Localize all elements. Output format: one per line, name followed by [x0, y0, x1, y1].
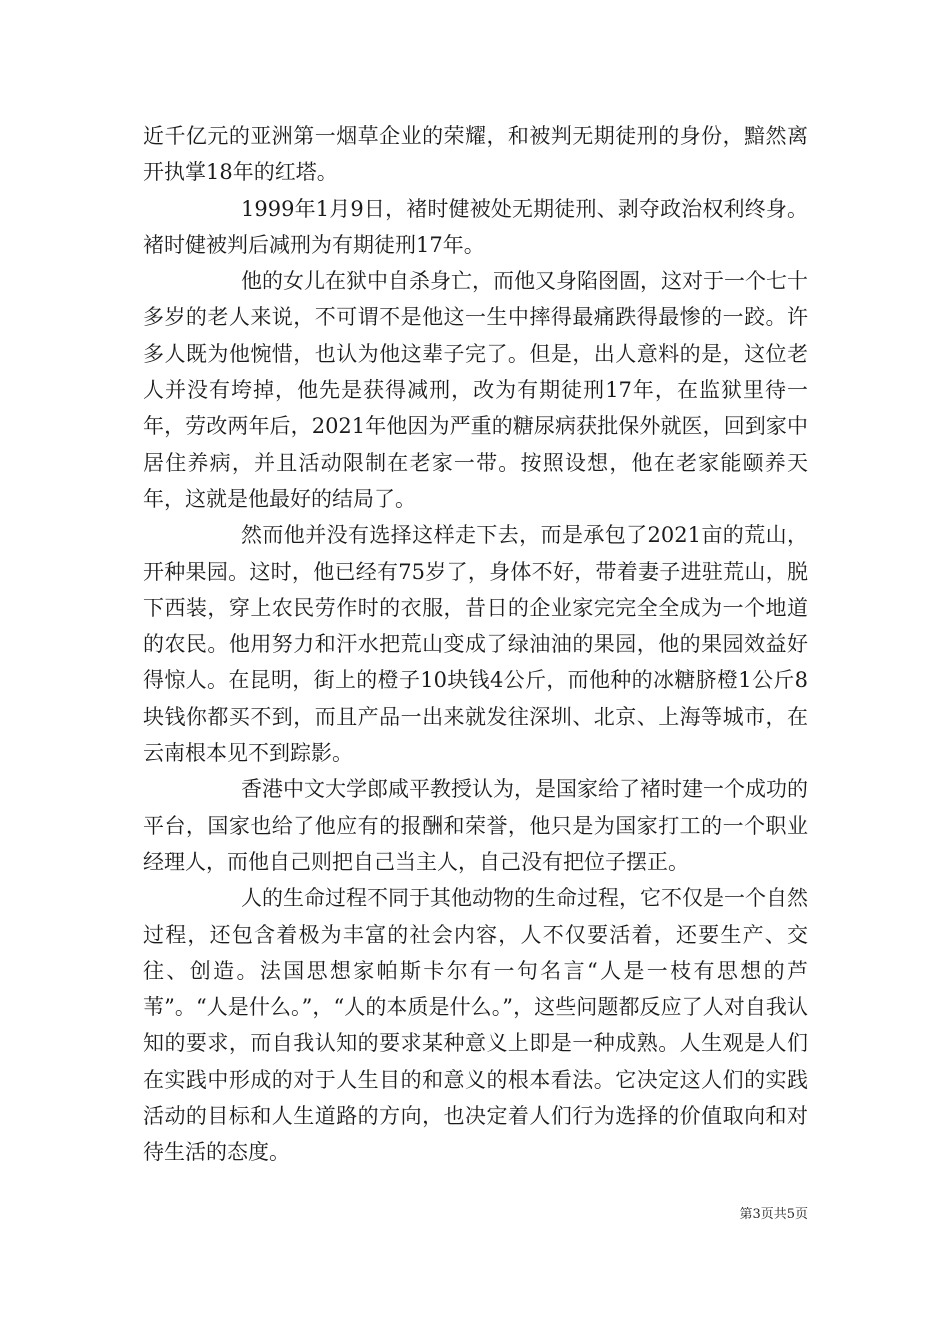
paragraph-life-view: 人的生命过程不同于其他动物的生命过程，它不仅是一个自然过程，还包含着极为丰富的社会内容，人不仅要活着，还要生产、交往、创造。法国思想家帕斯卡尔有一句名言“人是一枝有思想的芦苇”。“人是什么。”，“人的本质是什么。”，这些问题都反应了人对自我认知的要求，而自我认知的要求某种意义上即是一种成熟。人生观是人们在实践中形成的对于人生目的和意义的根本看法。它决定这人们的实践活动的目标和人生道路的方向，也决定着人们行为选择的价值取向和对待生活的态度。: [143, 886, 808, 1165]
paragraph-sentence-date: 1999年1月9日，褚时健被处无期徒刑、剥夺政治权利终身。褚时健被判后减刑为有期徒刑17年。: [143, 196, 808, 257]
paragraph-orchard: 然而他并没有选择这样走下去，而是承包了2021亩的荒山，开种果园。这时，他已经有75岁了，身体不好，带着妻子进驻荒山，脱下西装，穿上农民劳作时的衣服，昔日的企业家完完全全成为一个地道的农民。他用努力和汗水把荒山变成了绿油油的果园，他的果园效益好得惊人。在昆明，街上的橙子10块钱4公斤，而他种的冰糖脐橙1公斤8块钱你都买不到，而且产品一出来就发往深圳、北京、上海等城市，在云南根本见不到踪影。: [143, 523, 808, 766]
page-number-footer: 第3页共5页: [739, 1207, 808, 1222]
paragraph-continuation: 近千亿元的亚洲第一烟草企业的荣耀，和被判无期徒刑的身份，黯然离开执掌18年的红塔。: [143, 124, 808, 185]
paragraph-daughter: 他的女儿在狱中自杀身亡，而他又身陷囹圄，这对于一个七十多岁的老人来说，不可谓不是他这一生中摔得最痛跌得最惨的一跤。许多人既为他惋惜，也认为他这辈子完了。但是，出人意料的是，这位老人并没有垮掉，他先是获得减刑，改为有期徒刑17年，在监狱里待一年，劳改两年后，2021年他因为严重的糖尿病获批保外就医，回到家中居住养病，并且活动限制在老家一带。按照设想，他在老家能颐养天年，这就是他最好的结局了。: [143, 269, 808, 511]
paragraph-lang-xianping: 香港中文大学郎咸平教授认为，是国家给了褚时建一个成功的平台，国家也给了他应有的报酬和荣誉，他只是为国家打工的一个职业经理人，而他自己则把自己当主人，自己没有把位子摆正。: [143, 777, 808, 874]
document-body: [143, 118, 808, 1171]
